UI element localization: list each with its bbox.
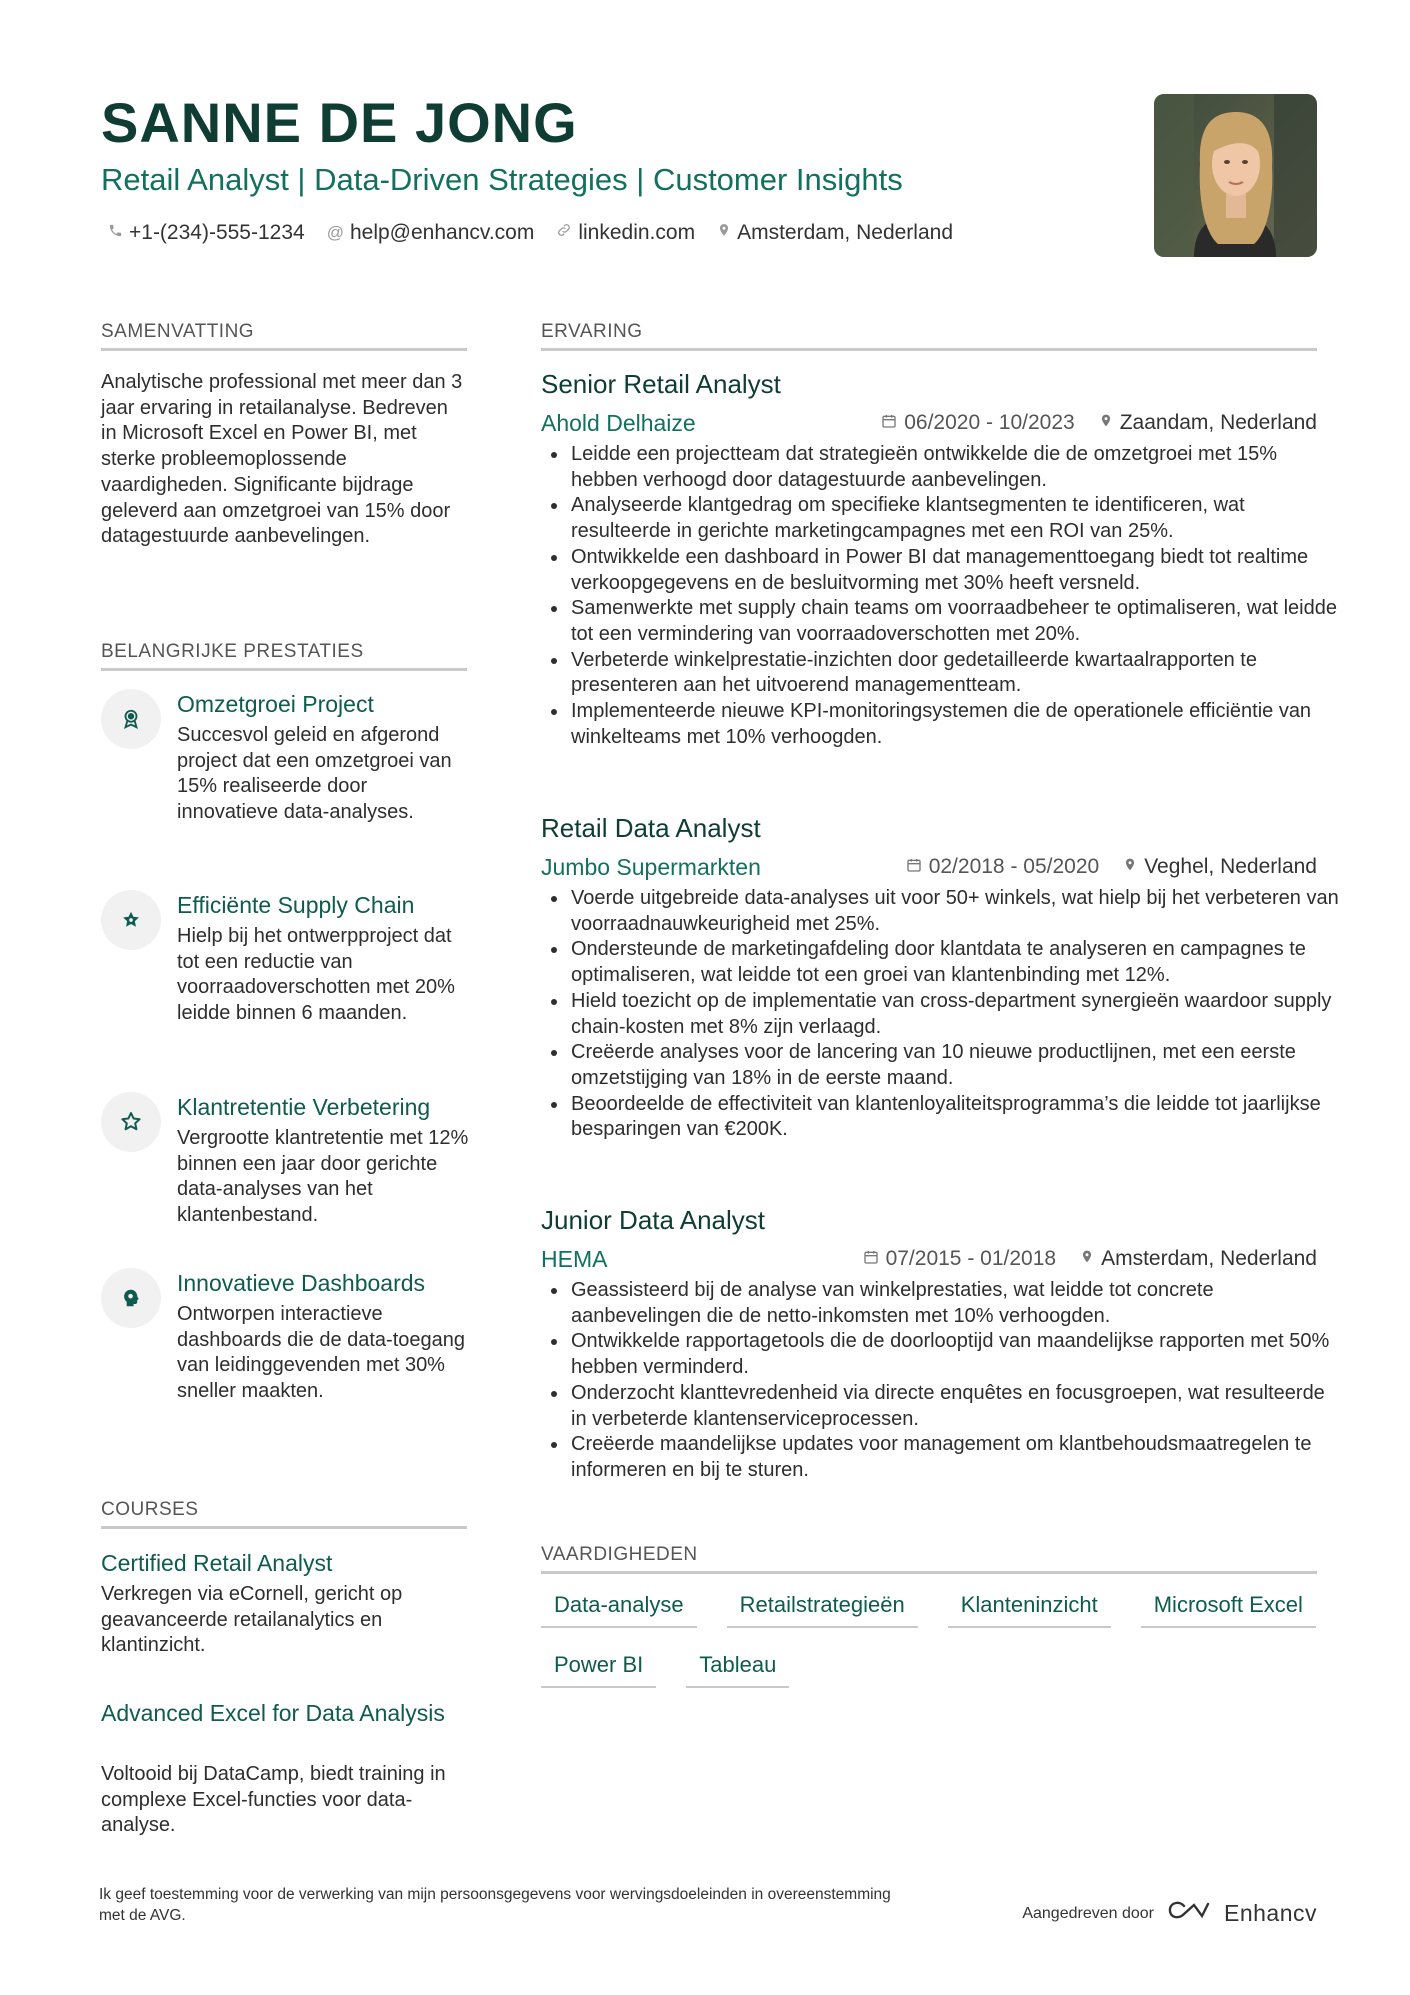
job-bullet: • Verbeterde winkelprestatie-inzichten door gedetailleerde kwartaalrapporten te presenteren aan het uitvoerend managementteam. [569,648,1339,699]
contact-location [717,218,953,248]
calendar-icon [906,852,922,882]
job-bullet: • Voerde uitgebreide data-analyses uit voor 50+ winkels, wat hielp bij het verbeteren van voorraadnauwkeurigheid met 25%. [569,886,1339,937]
head-idea-icon [101,1268,161,1328]
link-icon [556,218,572,248]
skill-tag: Tableau [686,1650,789,1688]
calendar-icon [863,1244,879,1274]
job-bullet: • Analyseerde klantgedrag om specifieke klantsegmenten te identificeren, wat resulteerde in gerichte marketingcampagnes met een ROI van 25%. [569,493,1339,544]
consent-text: Ik geef toestemming voor de verwerking van mijn persoonsgegevens voor wervingsdoeleinden in overeenstemming met de AVG. [99,1886,891,1924]
job-company: Jumbo Supermarkten [541,854,761,880]
skill-tag: Data-analyse [541,1590,697,1628]
job-bullet: • Beoordeelde de effectiviteit van klantenloyaliteitsprogramma’s die leidde tot jaarlijkse besparingen van €200K. [569,1092,1339,1143]
location-text: Amsterdam, Nederland [737,221,954,244]
job-company: HEMA [541,1246,608,1272]
location-pin-icon [1123,852,1137,882]
summary-text: Analytische professional met meer dan 3 jaar ervaring in retailanalyse. Bedreven in Microsoft Excel en Power BI, met sterke probleemoplossende vaardigheden. Significante bijdrage geleverd aan omzetgroei van 15% door datagestuurde aanbevelingen. [101,371,463,548]
star-icon [101,1092,161,1152]
summary-heading: SAMENVATTING [101,318,467,351]
job-meta [881,408,1317,438]
achievement-title: Omzetgroei Project [177,691,374,717]
job-bullet: • Ontwikkelde een dashboard in Power BI dat managementtoegang biedt tot realtime verkoopgegevens en de besluitvorming met 30% heeft versneld. [569,545,1339,596]
skills-list [541,1590,1317,1688]
location-pin-icon [1099,408,1113,438]
contact-phone[interactable] [108,218,305,248]
achievement-title: Innovatieve Dashboards [177,1270,426,1296]
job-location: Veghel, Nederland [1144,855,1317,878]
star-badge-icon [101,890,161,950]
achievement-desc: Succesvol geleid en afgerond project dat een omzetgroei van 15% realiseerde door innovatieve data-analyses. [177,724,452,824]
skill-tag: Microsoft Excel [1141,1590,1316,1628]
job-bullet: • Samenwerkte met supply chain teams om voorraadbeheer te optimaliseren, wat leidde tot een vermindering van voorraadoverschotten met 20%. [569,596,1339,647]
job-bullet: • Implementeerde nieuwe KPI-monitoringsystemen die de operationele efficiëntie van winkelteams met 10% verhoogden. [569,699,1339,750]
job-title: Junior Data Analyst [541,1205,766,1235]
skill-tag: Power BI [541,1650,656,1688]
powered-by[interactable] [1022,1900,1317,1927]
contact-email[interactable] [327,218,535,248]
job-bullet: • Ontwikkelde rapportagetools die de doorlooptijd van maandelijkse rapporten met 50% hebben verminderd. [569,1329,1339,1380]
achievement-desc: Hielp bij het ontwerpproject dat tot een reductie van voorraadoverschotten met 20% leidde binnen 6 maanden. [177,925,455,1025]
job-bullet: • Leidde een projectteam dat strategieën ontwikkelde die de omzetgroei met 15% hebben verhoogd door datagestuurde aanbevelingen. [569,442,1339,493]
job-bullet: • Geassisteerd bij de analyse van winkelprestaties, wat leidde tot concrete aanbevelingen die de netto-inkomsten met 10% verhoogden. [569,1278,1339,1329]
job-title: Senior Retail Analyst [541,369,781,399]
job-meta [906,852,1317,882]
powered-by-label: Aangedreven door [1022,1904,1154,1922]
job-bullet: • Creëerde analyses voor de lancering van 10 nieuwe productlijnen, met een eerste omzetstijging van 18% in de eerste maand. [569,1040,1339,1091]
contact-bar [108,218,953,248]
skill-tag: Klanteninzicht [948,1590,1111,1628]
achievement-item [101,1268,467,1438]
achievement-desc: Ontworpen interactieve dashboards die de data-toegang van leidinggevenden met 30% sneller maakten. [177,1303,466,1403]
job-bullet: • Ondersteunde de marketingafdeling door klantdata te analyseren en campagnes te optimaliseren, wat leidde tot een groei van klantenbinding met 12%. [569,937,1339,988]
job-bullet: • Onderzocht klanttevredenheid via directe enquêtes en focusgroepen, wat resulteerde in verbeterde klantenserviceprocessen. [569,1381,1339,1432]
calendar-icon [881,408,897,438]
job-company: Ahold Delhaize [541,410,696,436]
course-desc: Verkregen via eCornell, gericht op geavanceerde retailanalytics en klantinzicht. [101,1583,403,1657]
phone-text: +1-(234)-555-1234 [129,221,305,244]
email-text: help@enhancv.com [349,221,535,244]
course-desc: Voltooid bij DataCamp, biedt training in complexe Excel-functies voor data-analyse. [101,1763,446,1837]
job-dates: 06/2020 - 10/2023 [904,411,1075,434]
job-bullets [547,886,1339,1143]
achievement-item [101,890,467,1060]
achievement-title: Efficiënte Supply Chain [177,892,415,918]
skills-heading: VAARDIGHEDEN [541,1541,1317,1574]
contact-linkedin[interactable] [556,218,695,248]
award-icon [101,689,161,749]
job-bullets [547,442,1339,750]
course-title: Advanced Excel for Data Analysis [101,1700,445,1726]
job-dates: 07/2015 - 01/2018 [885,1247,1057,1270]
achievement-desc: Vergrootte klantretentie met 12% binnen een jaar door gerichte data-analyses van het klantenbestand. [177,1127,469,1227]
candidate-name: SANNE DE JONG [101,91,578,154]
job-meta [863,1244,1317,1274]
enhancv-logo-icon [1166,1900,1212,1927]
headline: Retail Analyst | Data-Driven Strategies | Customer Insights [101,162,903,197]
profile-photo [1154,94,1317,257]
job-bullet: • Creëerde maandelijkse updates voor management om klantbehoudsmaatregelen te informeren en bij te sturen. [569,1432,1339,1483]
job-location: Amsterdam, Nederland [1101,1247,1317,1270]
linkedin-text: linkedin.com [578,221,696,244]
job-title: Retail Data Analyst [541,813,761,843]
experience-heading: ERVARING [541,318,1317,351]
achievements-heading: BELANGRIJKE PRESTATIES [101,638,467,671]
achievement-title: Klantretentie Verbetering [177,1094,431,1120]
location-pin-icon [717,218,731,248]
job-bullets [547,1278,1339,1484]
achievement-item [101,1092,467,1242]
phone-icon [108,218,123,248]
at-icon: @ [326,223,344,242]
job-location: Zaandam, Nederland [1119,411,1317,434]
job-bullet: • Hield toezicht op de implementatie van cross-department synergieën waardoor supply chain-kosten met 8% zijn verlaagd. [569,989,1339,1040]
achievement-item [101,689,467,859]
course-title: Certified Retail Analyst [101,1550,333,1576]
brand-name: Enhancv [1223,1900,1317,1926]
location-pin-icon [1080,1244,1094,1274]
courses-heading: COURSES [101,1496,467,1529]
job-dates: 02/2018 - 05/2020 [928,855,1100,878]
skill-tag: Retailstrategieën [727,1590,918,1628]
